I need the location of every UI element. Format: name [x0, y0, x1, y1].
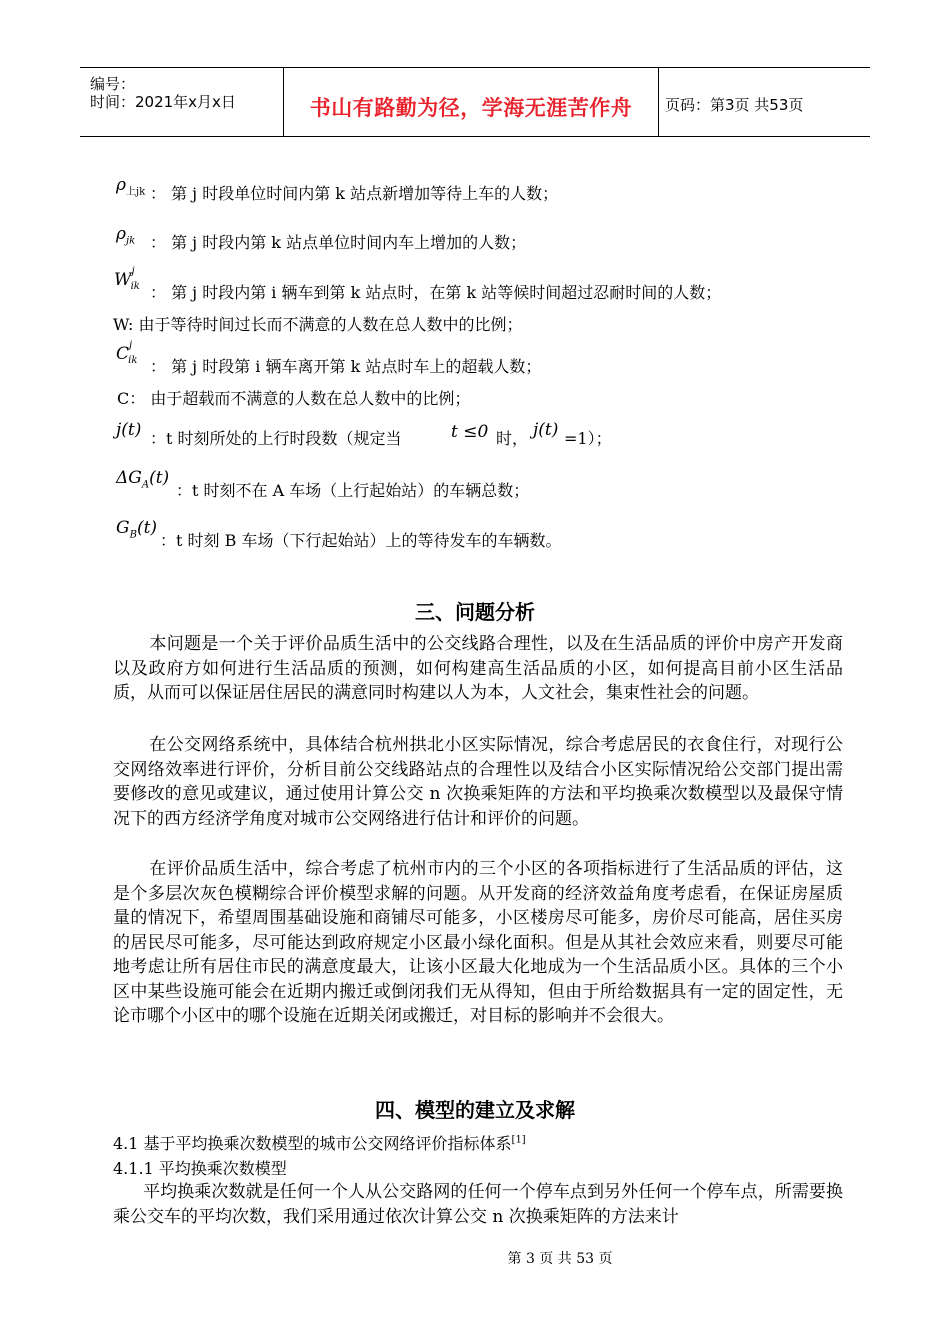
page-number-label: 页码：第3页 共53页 — [665, 96, 804, 114]
definition-text: ： 第 j 时段内第 k 站点单位时间内车上增加的人数； — [150, 233, 527, 252]
definition-text: ： 第 j 时段第 i 辆车离开第 k 站点时车上的超载人数； — [150, 357, 542, 376]
page-header — [80, 67, 870, 137]
paragraph: 在评价品质生活中，综合考虑了杭州市内的三个小区的各项指标进行了生活品质的评估，这是个多层次灰色模糊综合评价模型求解的问题。从开发商的经济效益角度考虑看，在保证房屋质量的情况下，希望周围基础设施和商铺尽可能多，小区楼房尽可能多，房价尽可能高，居住买房的居民尽可能多，尽可能达到政府规定小区最小绿化面积。但是从其社会效应来看，则要尽可能地考虑让所有居住市民的满意度最大，让该小区最大化地成为一个生活品质小区。具体的三个小区中某些设施可能会在近期内搬迁或倒闭我们无从得知，但由于所给数据具有一定的固定性，无论市哪个小区中的哪个设施在近期关闭或搬迁，对目标的影响并不会很大。 — [113, 859, 843, 1026]
subsection-heading: 4.1 基于平均换乘次数模型的城市公交网络评价指标体系[1] — [113, 1134, 526, 1153]
definition-text: ： 第 j 时段内第 i 辆车到第 k 站点时，在第 k 站等候时间超过忍耐时间的人数； — [150, 283, 722, 302]
section-4-title: 四、模型的建立及求解 — [375, 1098, 575, 1122]
symbol-w-ijk: $W^j_{ik}$ — [114, 266, 140, 293]
definition-text: ：t 时刻 B 车场（下行起始站）上的等待发车的车辆数。 — [160, 531, 562, 550]
time-label: 时间：2021年x月x日 — [90, 93, 236, 111]
definition-text: C： 由于超载而不满意的人数在总人数中的比例； — [117, 389, 471, 408]
header-motto-cell — [284, 68, 659, 136]
symbol-c-ijk: $C^j_{ik}$ — [116, 340, 138, 367]
definition-text: ： 第 j 时段单位时间内第 k 站点新增加等待上车的人数； — [150, 184, 559, 203]
symbol-j-t: j(t) — [116, 420, 142, 440]
symbol-rho: $\rho_{jk}$ — [116, 224, 136, 247]
definition-text: W: 由于等待时间过长而不满意的人数在总人数中的比例； — [113, 315, 523, 334]
header-page-cell — [659, 68, 870, 136]
symbol-t-le-0: t ≤0 — [451, 422, 489, 442]
symbol-j-t: j(t) — [533, 420, 559, 440]
subsection-heading: 4.1.1 平均换乘次数模型 — [113, 1159, 287, 1178]
header-info-cell — [80, 68, 284, 136]
paragraph: 平均换乘次数就是任何一个人从公交路网的任何一个停车点到另外任何一个停车点，所需要换乘公交车的平均次数，我们采用通过依次计算公交 n 次换乘矩阵的方法来计 — [113, 1182, 843, 1227]
citation: [1] — [511, 1134, 526, 1146]
definition-text: ：t 时刻所处的上行时段数（规定当 — [150, 429, 402, 448]
paragraph: 在公交网络系统中，具体结合杭州拱北小区实际情况，综合考虑居民的衣食住行，对现行公交网络效率进行评价，分析目前公交线路站点的合理性以及结合小区实际情况给公交部门提出需要修改的意见或建议，通过使用计算公交 n 次换乘矩阵的方法和平均换乘次数模型以及最保守情况下的西方经济学角度对城市公交网络进行估计和评价的问题。 — [113, 735, 843, 829]
number-label: 编号： — [90, 75, 136, 93]
page-footer: 第 3 页 共 53 页 — [507, 1251, 613, 1267]
definition-text: 时， — [496, 429, 529, 448]
motto: 书山有路勤为径，学海无涯苦作舟 — [309, 96, 633, 120]
section-3-title: 三、问题分析 — [415, 600, 535, 624]
symbol-delta-g-a: $\Delta G_A(t)$ — [116, 468, 170, 491]
symbol-g-b: $G_B(t)$ — [116, 518, 158, 541]
definition-text: ：t 时刻不在 A 车场（上行起始站）的车辆总数； — [176, 481, 530, 500]
paragraph: 本问题是一个关于评价品质生活中的公交线路合理性，以及在生活品质的评价中房产开发商以及政府方如何进行生活品质的预测，如何构建高生活品质的小区，如何提高目前小区生活品质，从而可以保证居住居民的满意同时构建以人为本，人文社会，集束性社会的问题。 — [113, 634, 843, 703]
definition-text: =1）； — [564, 429, 612, 448]
symbol-rho-up: $\rho_{上jk}$ — [116, 175, 146, 198]
